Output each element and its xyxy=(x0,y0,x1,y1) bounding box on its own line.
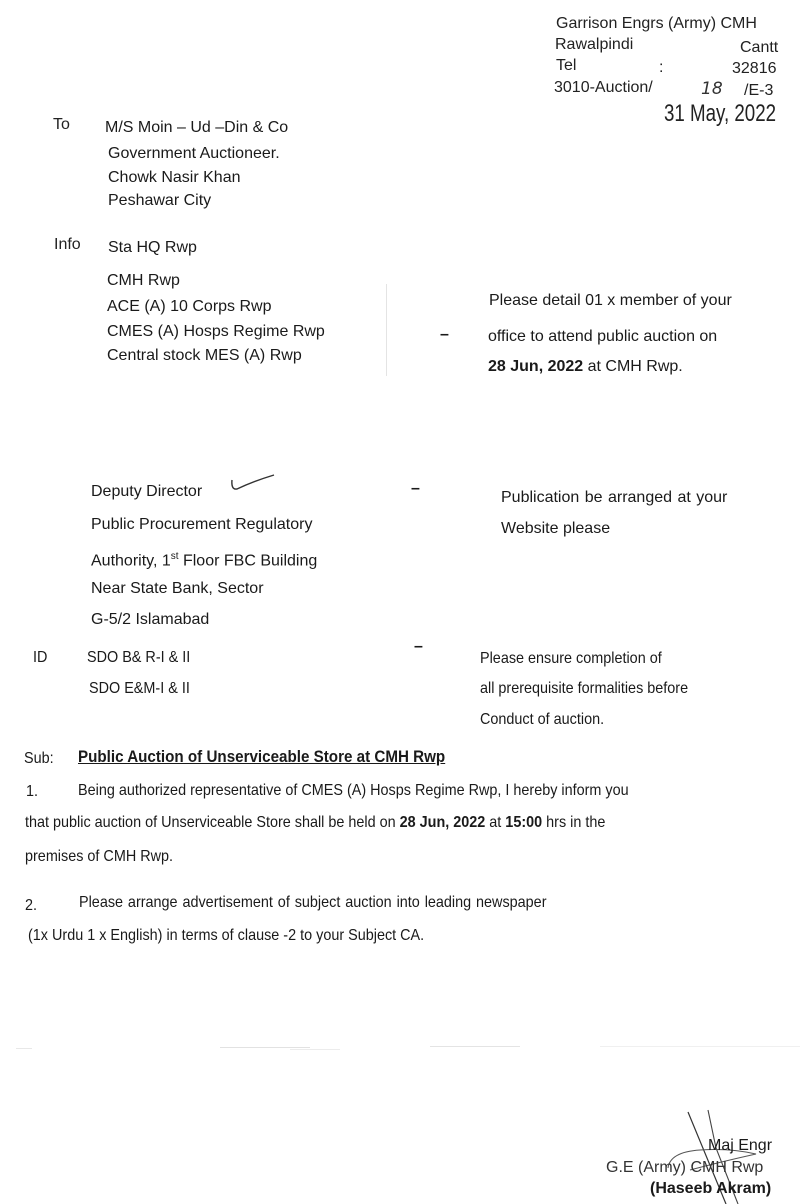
auction-date-bold: 28 Jun, 2022 xyxy=(399,814,486,831)
ppra-line-text: Authority, 1 xyxy=(91,552,171,570)
ppra-dash: – xyxy=(411,480,420,497)
to-label: To xyxy=(53,116,70,133)
info-dash: – xyxy=(440,326,449,343)
ppra-line: Near State Bank, Sector xyxy=(91,580,264,597)
info-note-rest: at CMH Rwp. xyxy=(583,358,683,375)
paragraph-line: (1x Urdu 1 x English) in terms of clause -2 to your Subject CA. xyxy=(28,927,425,944)
checkmark-icon xyxy=(228,472,278,496)
reference-prefix: 3010-Auction/ xyxy=(554,79,653,96)
ppra-line: Deputy Director xyxy=(91,483,203,500)
to-line: M/S Moin – Ud –Din & Co xyxy=(105,119,289,136)
paragraph-line: premises of CMH Rwp. xyxy=(25,848,174,865)
info-line: CMES (A) Hosps Regime Rwp xyxy=(107,323,325,340)
info-line: ACE (A) 10 Corps Rwp xyxy=(107,298,272,315)
info-line: Sta HQ Rwp xyxy=(108,239,197,256)
info-note-line: office to attend public auction on xyxy=(488,328,718,345)
ppra-superscript: st xyxy=(170,551,179,562)
internal-label: ID xyxy=(33,649,48,666)
internal-note-line: Conduct of auction. xyxy=(480,711,605,728)
paragraph-number: 1. xyxy=(26,783,39,800)
bracket-mark xyxy=(378,284,387,376)
tel-separator: : xyxy=(659,59,664,76)
internal-dash: – xyxy=(414,638,423,655)
auction-time-bold: 15:00 xyxy=(505,814,543,831)
tel-number: 32816 xyxy=(732,60,777,77)
paragraph-text: at xyxy=(485,814,506,831)
tel-label: Tel xyxy=(556,57,577,74)
ppra-line xyxy=(91,547,317,571)
signatory-rank: Maj Engr xyxy=(708,1137,773,1154)
info-line: CMH Rwp xyxy=(107,272,180,289)
paragraph-text: hrs in the xyxy=(542,814,606,831)
info-line: Central stock MES (A) Rwp xyxy=(107,347,302,364)
info-note-line xyxy=(488,357,683,377)
info-note-line: Please detail 01 x member of your xyxy=(489,292,732,309)
paragraph-line: Being authorized representative of CMES (A) Hosps Regime Rwp, I hereby inform you xyxy=(78,782,629,799)
scan-artifact xyxy=(290,1049,340,1050)
info-label: Info xyxy=(54,236,81,253)
to-line: Peshawar City xyxy=(108,192,212,209)
paragraph-number: 2. xyxy=(25,897,38,914)
auction-date-bold: 28 Jun, 2022 xyxy=(488,358,584,375)
ppra-line: G-5/2 Islamabad xyxy=(91,611,210,628)
office-city-suffix: Cantt xyxy=(740,39,779,56)
scan-artifact xyxy=(16,1048,32,1049)
scan-artifact xyxy=(600,1046,800,1047)
reference-suffix: /E-3 xyxy=(744,82,774,99)
ppra-note-line: Publication be arranged at your xyxy=(501,489,728,506)
ppra-line: Public Procurement Regulatory xyxy=(91,516,313,533)
signatory-name: (Haseeb Akram) xyxy=(650,1180,772,1197)
ppra-line-rest: Floor FBC Building xyxy=(178,552,318,570)
office-name: Garrison Engrs (Army) CMH xyxy=(556,15,757,32)
subject-title: Public Auction of Unserviceable Store at CMH Rwp xyxy=(78,748,446,766)
internal-line: SDO E&M-I & II xyxy=(89,680,190,697)
reference-handwritten-number: 18 xyxy=(701,79,723,99)
paragraph-line xyxy=(25,813,605,833)
internal-note-line: Please ensure completion of xyxy=(480,650,662,667)
scan-artifact xyxy=(430,1046,520,1047)
subject-label: Sub: xyxy=(24,750,54,767)
scan-artifact xyxy=(220,1047,310,1048)
to-line: Government Auctioneer. xyxy=(108,145,280,162)
internal-note-line: all prerequisite formalities before xyxy=(480,680,689,697)
to-line: Chowk Nasir Khan xyxy=(108,169,241,186)
ppra-note-line: Website please xyxy=(501,520,611,537)
paragraph-line: Please arrange advertisement of subject auction into leading newspaper xyxy=(79,894,547,911)
office-city: Rawalpindi xyxy=(555,36,634,53)
date-stamp: 31 May, 2022 xyxy=(664,100,777,127)
signatory-designation: G.E (Army) CMH Rwp xyxy=(606,1159,764,1176)
paragraph-text: that public auction of Unserviceable Store shall be held on xyxy=(25,814,400,831)
internal-line: SDO B& R-I & II xyxy=(87,649,191,666)
